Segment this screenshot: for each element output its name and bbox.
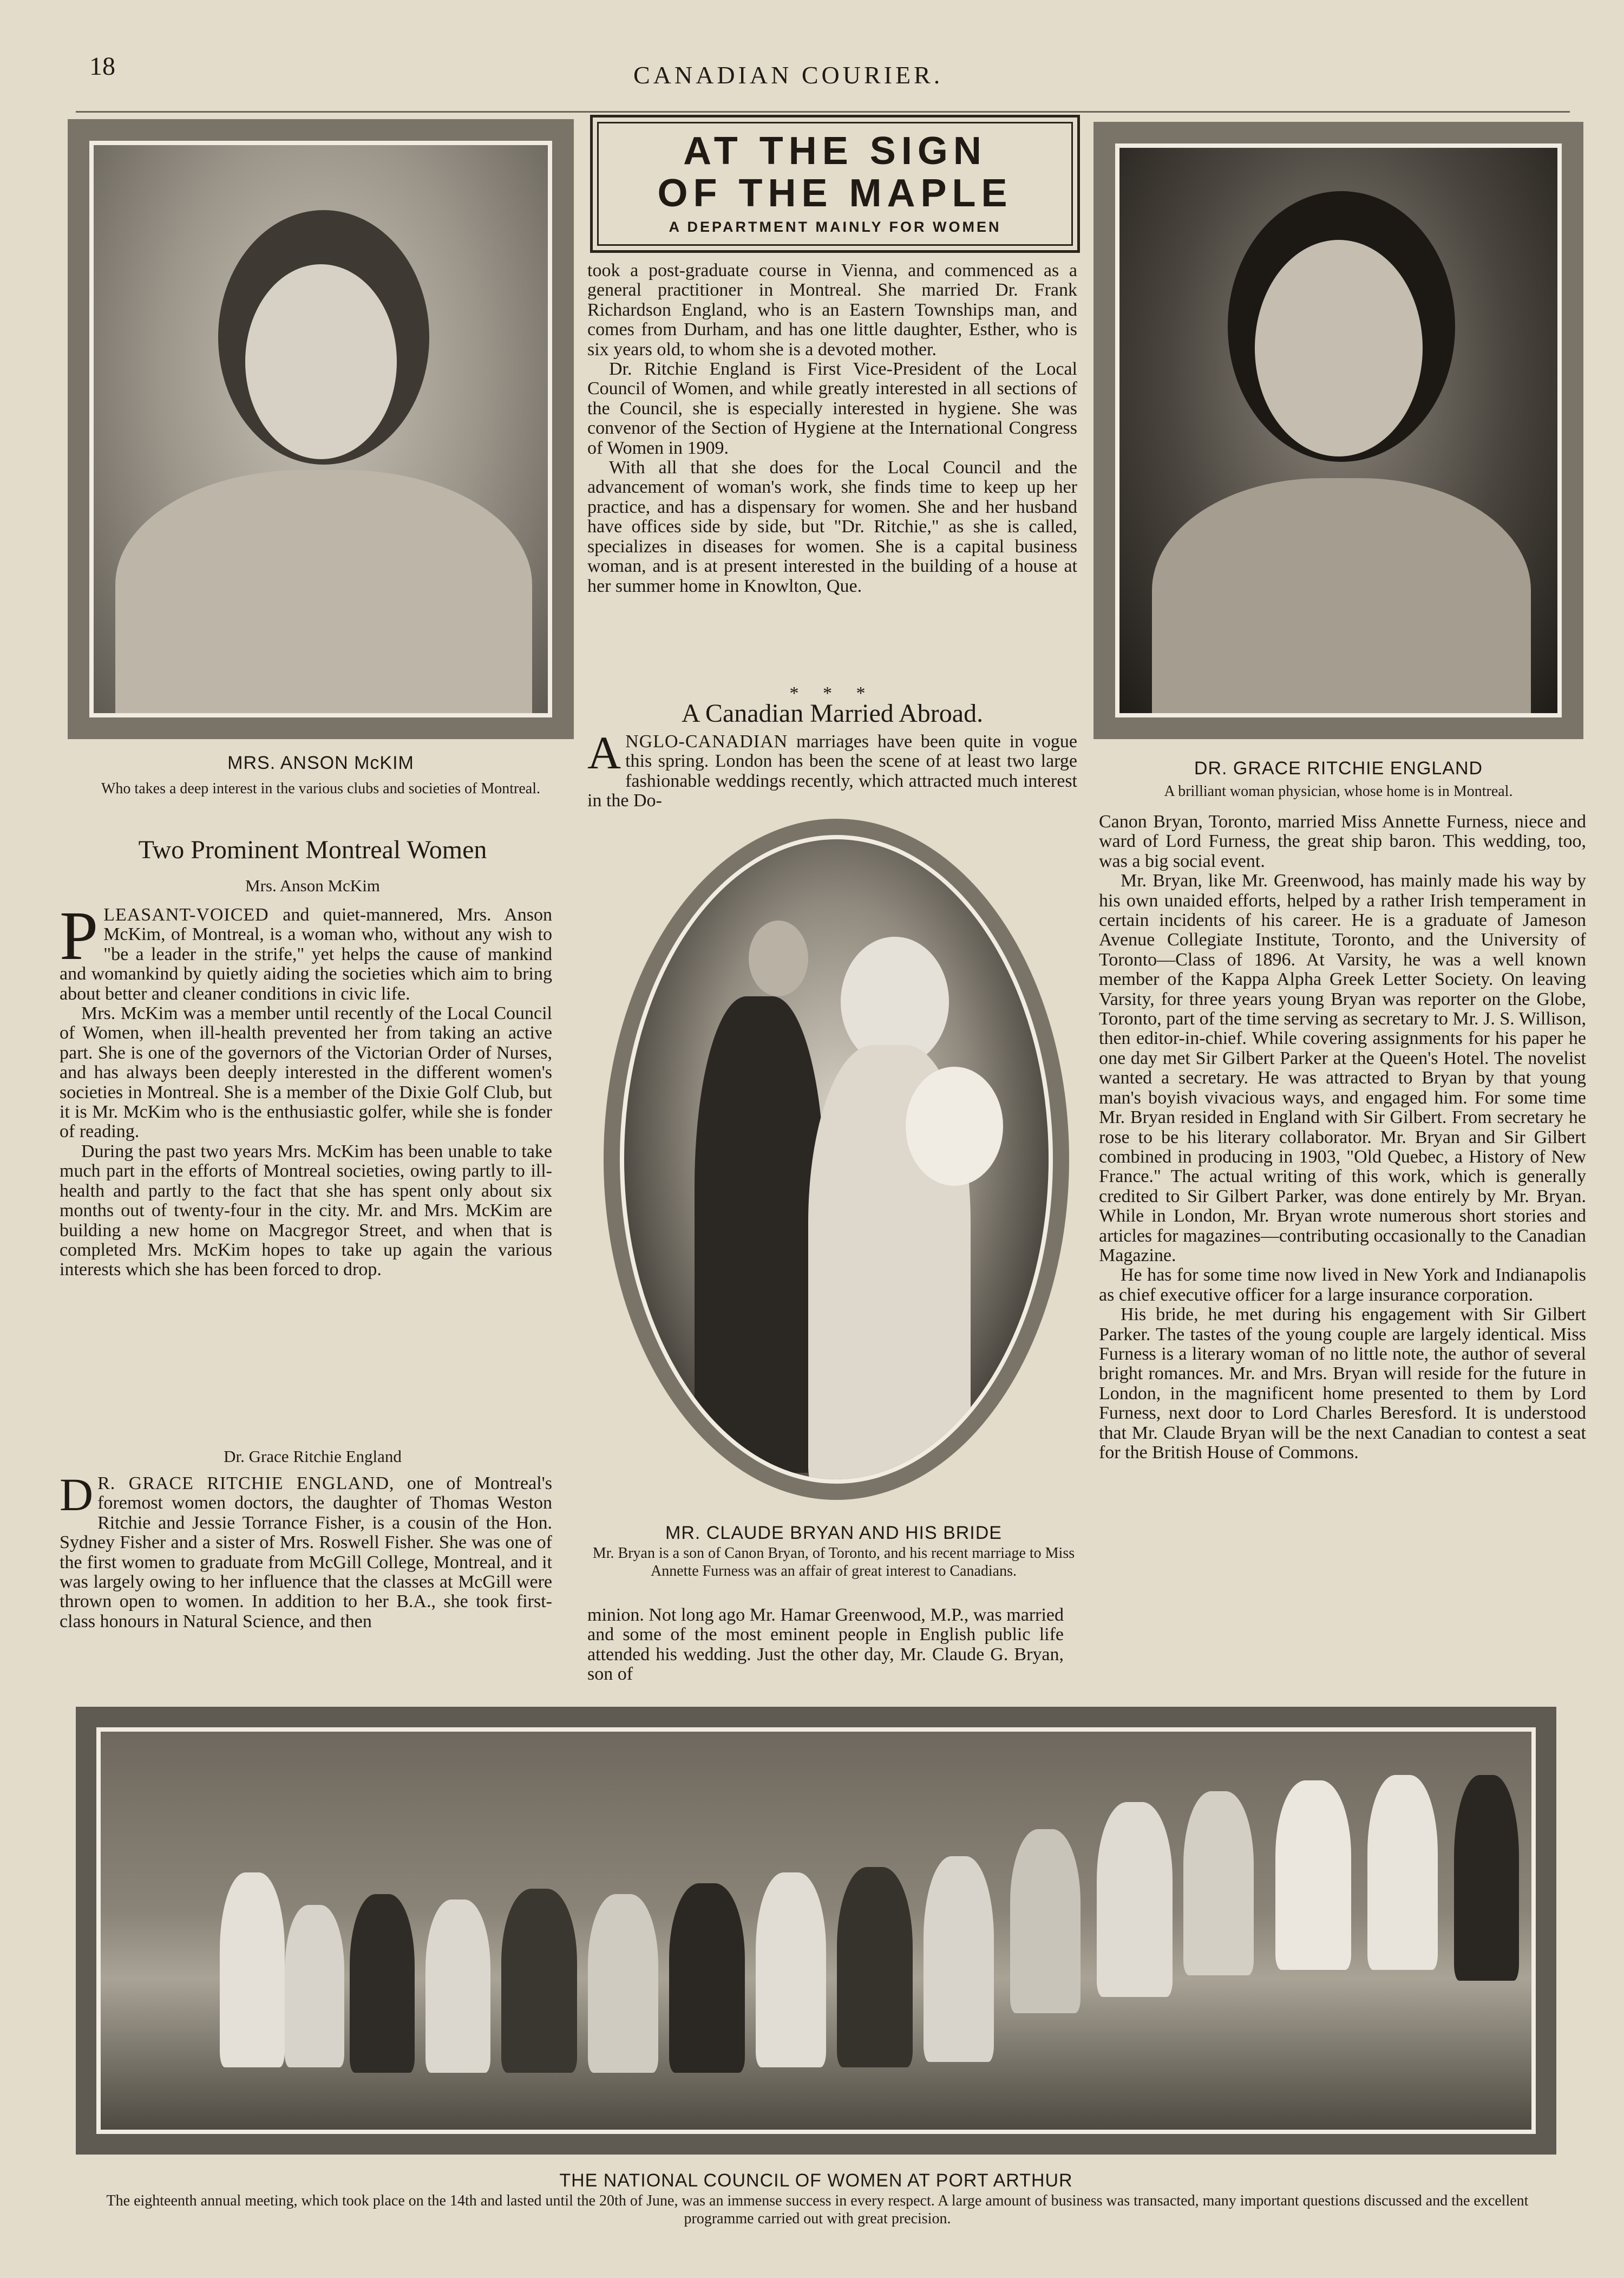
portrait-mckim-photo <box>89 141 552 717</box>
portrait-mckim <box>68 119 574 739</box>
caption-england-title: DR. GRACE RITCHIE ENGLAND <box>1194 758 1483 779</box>
article1-continuation <box>587 261 1077 596</box>
council-group-photo-image <box>96 1727 1536 2134</box>
masthead: CANADIAN COURIER. <box>633 61 944 89</box>
article2-paragraph-2: Canon Bryan, Toronto, married Miss Annette Furness, niece and ward of Lord Furness, the great ship baron. This wedding, too, was a big social event. <box>1099 812 1586 871</box>
article1-paragraph-4 <box>60 1468 553 1631</box>
article1-headline: Two Prominent Montreal Women <box>138 836 487 864</box>
department-subtitle: A DEPARTMENT MAINLY FOR WOMEN <box>669 219 1001 235</box>
section-divider-stars: * * * <box>789 683 875 703</box>
article1-body-mckim <box>60 897 552 1280</box>
article1-body-england <box>60 1468 553 1631</box>
caption-council-title: THE NATIONAL COUNCIL OF WOMEN AT PORT ARTHUR <box>559 2170 1073 2191</box>
article2-body-right <box>1099 812 1586 1463</box>
header-rule <box>76 111 1570 113</box>
caption-england-text: A brilliant woman physician, whose home is in Montreal. <box>1164 783 1513 800</box>
wedding-photo-image <box>620 835 1053 1484</box>
department-title-line2: OF THE MAPLE <box>657 172 1013 215</box>
article1-dropcap-d: D <box>60 1468 94 1520</box>
article2-dropcap: A <box>587 727 621 779</box>
article2-lead: NGLO-CANADIAN <box>625 732 788 752</box>
article2-paragraph-1-text: marriages have been quite in vogue this spring. London has been the scene of at least two large fashionable weddings recently, which attracted much interest in the Do- <box>587 732 1077 811</box>
article1-lead-2: R. GRACE RITCHIE ENGLAND, <box>97 1473 395 1493</box>
article2-paragraph-4: He has for some time now lived in New York and Indianapolis as chief executive officer for a large insurance corporation. <box>1099 1265 1586 1305</box>
caption-mckim-text: Who takes a deep interest in the various clubs and societies of Montreal. <box>101 780 540 797</box>
article2-paragraph-1-cont: minion. Not long ago Mr. Hamar Greenwood, M.P., was married and some of the most eminent people in English public life attended his wedding. Just the other day, Mr. Claude G. Bryan, son of <box>587 1605 1064 1685</box>
portrait-england-photo <box>1115 143 1562 717</box>
article1-cont-paragraph-1: took a post-graduate course in Vienna, and commenced as a general practitioner in Montreal. She married Dr. Frank Richardson England, who is an Eastern Townships man, and comes from Durham, and has one little daughter, Esther, who is six years old, to whom she is a devoted mother. <box>587 260 1077 360</box>
article1-paragraph-1-text: and quiet-mannered, Mrs. Anson McKim, of Montreal, is a woman who, without any wish to "be a leader in the strife," yet helps the cause of mankind and womankind by quietly aiding the societies which aim to bring about better and cleaner conditions in civic life. <box>60 905 552 1004</box>
article2-intro <box>587 727 1077 811</box>
article1-paragraph-3: During the past two years Mrs. McKim has been unable to take much part in the efforts of Montreal societies, owing partly to ill-health and partly to the fact that she has spent only about six months out of twenty-four in the city. Mr. and Mrs. McKim are building a new home on Macgregor Street, and when that is completed Mrs. McKim hopes to take up again the various interests which she has been forced to drop. <box>60 1141 552 1280</box>
caption-mckim-title: MRS. ANSON McKIM <box>227 753 414 773</box>
article2-paragraph-1 <box>587 727 1077 811</box>
article1-subhead-mckim: Mrs. Anson McKim <box>245 876 380 895</box>
article1-cont-paragraph-2: Dr. Ritchie England is First Vice-President of the Local Council of Women, and while greatly interested in all sections of the Council, she is especially interested in hygiene. She was convenor of the Section of Hygiene at the International Congress of Women in 1909. <box>587 359 1077 458</box>
department-title-line1: AT THE SIGN <box>683 129 987 173</box>
article2-paragraph-5: His bride, he met during his engagement with Sir Gilbert Parker. The tastes of the young couple are largely identical. Miss Furness is a literary woman of no little note, the author of several bright romances. Mr. and Mrs. Bryan will reside for the future in London, in the magnificent home presented to them by Lord Furness, next door to Lord Charles Beresford. It is understood that Mr. Claude Bryan will be the next Canadian to contest a seat for the British House of Commons. <box>1099 1304 1586 1463</box>
wedding-photo <box>604 819 1069 1500</box>
caption-council-text: The eighteenth annual meeting, which took place on the 14th and lasted until the 20th of June, was an immense success in every respect. A large amount of business was transacted, many important questions discussed and the excellent programme carried out with great precision. <box>106 2192 1529 2227</box>
article2-paragraph-3: Mr. Bryan, like Mr. Greenwood, has mainly made his way by his own unaided efforts, helped by a rather Irish temperament in certain incidents of his career. He is a graduate of Jameson Avenue Collegiate Institute, Toronto, and the University of Toronto—Class of 1896. At Varsity, he was a well known member of the Kappa Alpha Greek Letter Society. On leaving Varsity, for three years young Bryan was reporter on the Globe, Toronto, part of the time serving as secretary to Mr. J. S. Willison, then editor-in-chief. While covering assignments for his paper he one day met Sir Gilbert Parker at the Queen's Hotel. The novelist wanted a secretary. He was attracted to Bryan by that young man's boyish vivacious ways, and engaged him. For some time Mr. Bryan resided in England with Sir Gilbert. From secretary he rose to be his literary collaborator. Mr. Bryan and Sir Gilbert combined in producing in 1903, "Old Quebec, a History of New France." The actual writing of this work, which is generally credited to Sir Gilbert Parker, was done entirely by Mr. Bryan. While in London, Mr. Bryan wrote numerous short stories and articles for magazines—contributing occasionally to the Canadian Magazine. <box>1099 871 1586 1265</box>
article1-cont-paragraph-3: With all that she does for the Local Council and the advancement of woman's work, she finds time to keep up her practice, and has a dispensary for women. She and her husband have offices side by side, but "Dr. Ritchie," as she is called, specializes in diseases for women. She is a capital business woman, and is at present interested in the building of a house at her summer home in Knowlton, Que. <box>587 458 1077 596</box>
article1-dropcap-p: P <box>60 897 99 974</box>
council-group-photo <box>76 1707 1556 2155</box>
department-heading-box <box>590 115 1080 253</box>
caption-bryan-title: MR. CLAUDE BRYAN AND HIS BRIDE <box>665 1523 1002 1543</box>
article1-lead: LEASANT-VOICED <box>103 905 269 925</box>
article1-paragraph-1 <box>60 897 552 1004</box>
portrait-england <box>1093 122 1583 739</box>
article1-paragraph-2: Mrs. McKim was a member until recently of the Local Council of Women, when ill-health prevented her from taking an active part. She is one of the governors of the Victorian Order of Nurses, and has always been deeply interested in the different women's societies in Montreal. She is a member of the Dixie Golf Club, but it is Mr. McKim who is the enthusiastic golfer, while she is fonder of reading. <box>60 1003 552 1142</box>
article1-subhead-england: Dr. Grace Ritchie England <box>224 1447 402 1466</box>
page-number: 18 <box>89 52 115 81</box>
caption-bryan-text: Mr. Bryan is a son of Canon Bryan, of Toronto, and his recent marriage to Miss Annette Furness was an affair of great interest to Canadians. <box>592 1545 1075 1579</box>
article2-headline: A Canadian Married Abroad. <box>681 699 984 728</box>
article1-paragraph-4-text: one of Montreal's foremost women doctors, the daughter of Thomas Weston Ritchie and Jessie Torrance Fisher, is a cousin of the Hon. Sydney Fisher and a sister of Mrs. Roswell Fisher. She was one of the first women to graduate from McGill College, Montreal, and it was largely owing to her influence that the classes at McGill were thrown open to women. In addition to her B.A., she took first-class honours in Natural Science, and then <box>60 1473 553 1631</box>
article2-continuation-middle <box>587 1605 1064 1685</box>
